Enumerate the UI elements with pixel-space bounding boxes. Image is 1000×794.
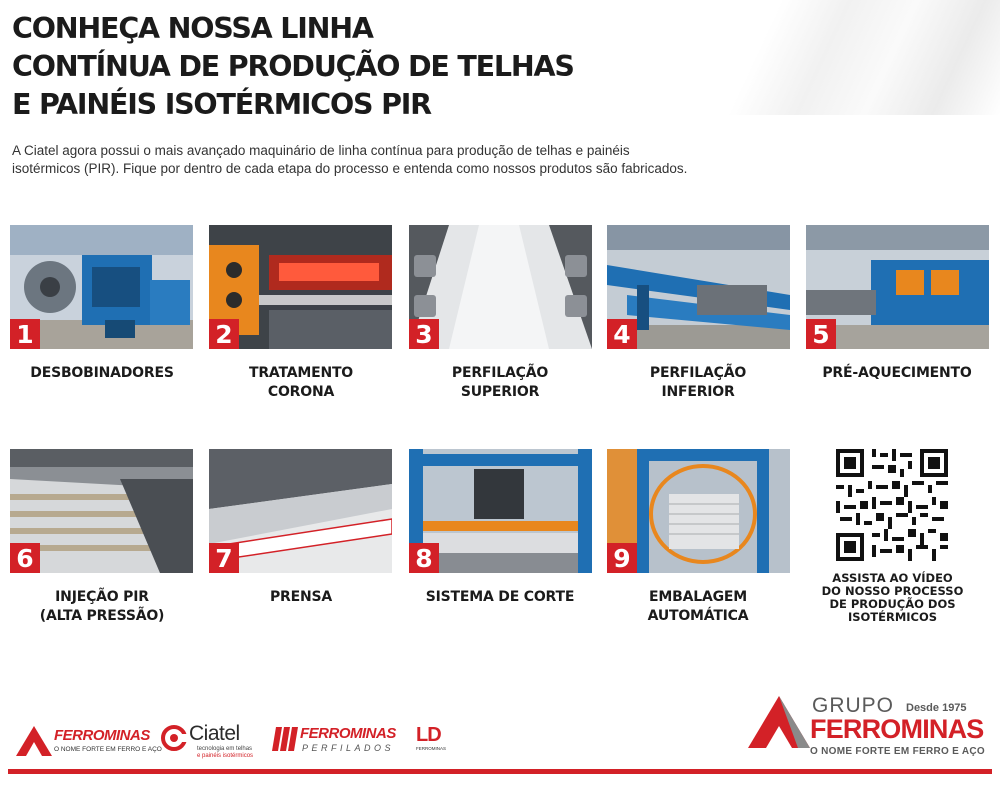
grupo-label: GRUPO	[812, 694, 895, 717]
step-number-badge: 1	[10, 319, 40, 349]
step-photo-sistema-de-corte	[409, 449, 592, 573]
step-number-badge: 8	[409, 543, 439, 573]
step-caption-line: TRATAMENTO	[248, 365, 354, 381]
title-line: CONHEÇA NOSSA LINHA	[12, 12, 373, 45]
step-caption	[598, 364, 798, 402]
header-decoration	[600, 0, 1000, 115]
step-caption-line: INFERIOR	[661, 384, 735, 400]
step-caption-line: SISTEMA DE CORTE	[425, 589, 575, 605]
step-photo-perfilacao-superior	[409, 225, 592, 349]
step-number-badge: 5	[806, 319, 836, 349]
step-caption	[797, 364, 997, 383]
grupo-ferrominas-tagline: O NOME FORTE EM FERRO E AÇO	[810, 746, 985, 757]
qr-caption-line: DO NOSSO PROCESSO	[821, 584, 964, 598]
intro-line: isotérmicos (PIR). Fique por dentro de cada etapa do processo e entenda como nossos produtos são fabricados.	[12, 161, 688, 176]
ciatel-logo	[160, 722, 260, 760]
step-caption-line: (ALTA PRESSÃO)	[39, 608, 165, 624]
qr-caption-line: ASSISTA AO VÍDEO	[832, 571, 953, 585]
grupo-ferrominas-logo	[748, 694, 985, 764]
step-caption-line: PERFILAÇÃO	[451, 365, 549, 381]
page-title	[12, 10, 574, 124]
qr-caption-line: DE PRODUÇÃO DOS	[829, 597, 956, 611]
step-caption-line: PERFILAÇÃO	[649, 365, 747, 381]
qr-code[interactable]	[836, 449, 948, 561]
step-caption-line: PRÉ-AQUECIMENTO	[822, 365, 972, 381]
ferrominas-triangle-icon	[16, 726, 52, 756]
step-photo-injecao-pir	[10, 449, 193, 573]
step-caption	[2, 364, 202, 383]
ferrominas-logo	[16, 724, 162, 758]
step-number-badge: 9	[607, 543, 637, 573]
footer-red-line	[8, 769, 992, 774]
intro-line: A Ciatel agora possui o mais avançado maquinário de linha contínua para produção de telhas e painéis	[12, 143, 630, 158]
step-caption-line: AUTOMÁTICA	[647, 608, 749, 624]
step-caption-line: DESBOBINADORES	[30, 365, 174, 381]
qr-caption	[800, 572, 985, 624]
step-caption-line: SUPERIOR	[460, 384, 540, 400]
ciatel-c-icon	[160, 724, 188, 752]
step-caption	[400, 364, 600, 402]
title-line: E PAINÉIS ISOTÉRMICOS PIR	[12, 88, 431, 121]
ferrominas-name: FERROMINAS	[54, 727, 150, 744]
perfilados-brand-name: FERROMINAS	[300, 725, 396, 742]
ciatel-tagline-line: tecnologia em telhas	[197, 746, 253, 752]
ciatel-tagline	[197, 746, 253, 760]
step-photo-pre-aquecimento	[806, 225, 989, 349]
perfilados-sub: PERFILADOS	[302, 743, 395, 753]
step-photo-desbobinadores	[10, 225, 193, 349]
step-caption-line: INJEÇÃO PIR	[55, 589, 149, 605]
step-photo-tratamento-corona	[209, 225, 392, 349]
step-caption	[201, 364, 401, 402]
grupo-ferrominas-triangle-icon	[748, 696, 810, 748]
ld-sub: FERROMINAS	[416, 746, 447, 751]
step-caption-line: EMBALAGEM	[649, 589, 747, 605]
step-caption-line: CORONA	[267, 384, 335, 400]
step-caption	[400, 588, 600, 607]
title-line: CONTÍNUA DE PRODUÇÃO DE TELHAS	[12, 50, 574, 83]
step-number-badge: 6	[10, 543, 40, 573]
step-photo-perfilacao-inferior	[607, 225, 790, 349]
step-number-badge: 7	[209, 543, 239, 573]
intro-text	[12, 142, 812, 178]
ciatel-tagline-line: e painéis isotérmicos	[197, 753, 254, 759]
step-caption-line: PRENSA	[269, 589, 333, 605]
step-caption	[598, 588, 798, 626]
step-number-badge: 2	[209, 319, 239, 349]
ld-name: LD	[416, 724, 441, 746]
step-photo-prensa	[209, 449, 392, 573]
step-photo-embalagem-automatica	[607, 449, 790, 573]
step-caption	[201, 588, 401, 607]
ciatel-name: Ciatel	[189, 722, 240, 745]
ld-logo	[416, 724, 450, 756]
step-number-badge: 4	[607, 319, 637, 349]
desde-label: Desde 1975	[906, 702, 967, 714]
qr-caption-line: ISOTÉRMICOS	[847, 610, 938, 624]
ferrominas-perfilados-logo	[272, 724, 402, 756]
step-caption	[2, 588, 202, 626]
grupo-ferrominas-name: FERROMINAS	[810, 714, 984, 744]
ferrominas-tagline: O NOME FORTE EM FERRO E AÇO	[54, 746, 162, 753]
step-number-badge: 3	[409, 319, 439, 349]
perfilados-stripes-icon	[272, 727, 298, 751]
